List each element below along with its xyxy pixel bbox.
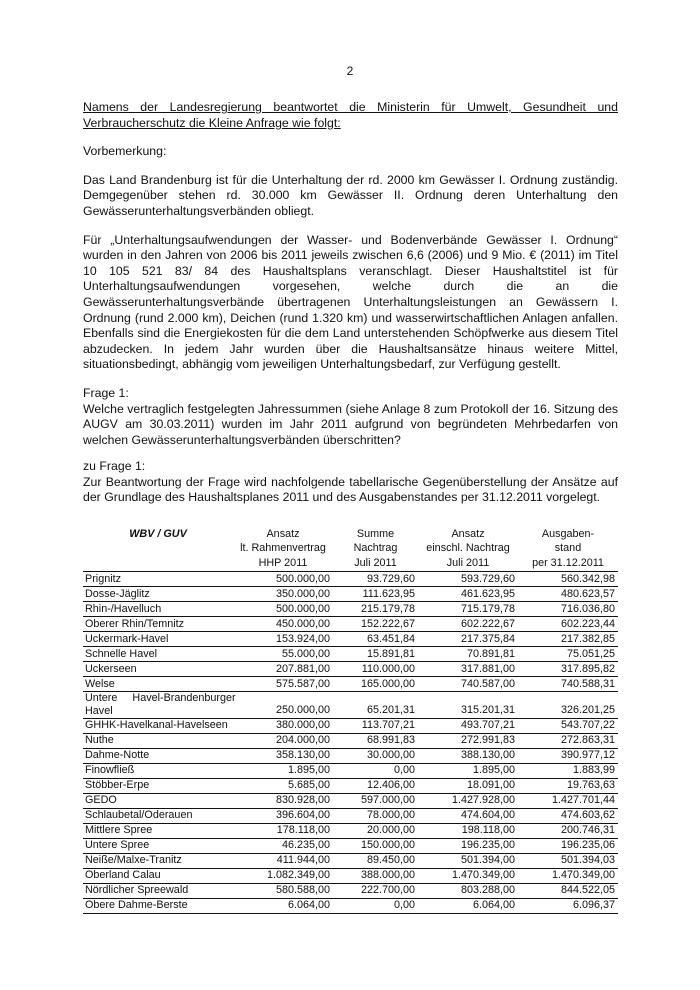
cell-ausgabenstand: 75.051,25 (518, 646, 618, 661)
cell-ansatz-nachtrag: 740.587,00 (418, 676, 518, 691)
cell-ausgabenstand: 1.883,99 (518, 763, 618, 778)
table-row (83, 571, 618, 586)
cell-wbv-name: Schnelle Havel (83, 646, 233, 661)
table-row (83, 778, 618, 793)
cell-wbv-name: Nuthe (83, 733, 233, 748)
cell-ansatz: 1.895,00 (233, 763, 333, 778)
cell-ansatz-nachtrag: 474.604,00 (418, 808, 518, 823)
cell-ausgabenstand: 272.863,31 (518, 733, 618, 748)
cell-wbv-name: Dosse-Jäglitz (83, 586, 233, 601)
header-summe-nachtrag: Summe Nachtrag Juli 2011 (353, 528, 398, 569)
cell-wbv-name: Untere Havel-Brandenburger Havel (85, 691, 236, 717)
cell-nachtrag: 30.000,00 (333, 748, 418, 763)
cell-ausgabenstand: 217.382,85 (518, 631, 618, 646)
header-ansatz: Ansatz lt. Rahmenvertrag HHP 2011 (240, 528, 326, 569)
budget-table (83, 527, 618, 913)
cell-wbv-name: Obere Dahme-Berste (83, 898, 233, 913)
cell-ansatz: 55.000,00 (233, 646, 333, 661)
cell-ansatz: 830.928,00 (233, 793, 333, 808)
cell-ansatz-nachtrag: 196.235,00 (418, 838, 518, 853)
paragraph-1: Das Land Brandenburg ist für die Unterhaltung der rd. 2000 km Gewässer I. Ordnung zuständig. Demgegenüber stehen rd. 30.000 km Gewässer II. Ordnung deren Unterhaltung den Gewässerunterhaltungsverbänden obliegt. (83, 172, 618, 218)
table-row (83, 793, 618, 808)
cell-ansatz-nachtrag: 501.394,00 (418, 853, 518, 868)
cell-nachtrag: 12.406,00 (333, 778, 418, 793)
table-row (83, 808, 618, 823)
cell-nachtrag: 0,00 (333, 898, 418, 913)
cell-ansatz-nachtrag: 217.375,84 (418, 631, 518, 646)
cell-wbv-name: Schlaubetal/Oderauen (83, 808, 233, 823)
cell-wbv-name: Dahme-Notte (83, 748, 233, 763)
cell-nachtrag: 597.000,00 (333, 793, 418, 808)
cell-wbv-name: Nördlicher Spreewald (83, 883, 233, 898)
cell-ausgabenstand: 543.707,22 (518, 718, 618, 733)
cell-wbv-name: Oberer Rhin/Temnitz (83, 616, 233, 631)
cell-ausgabenstand: 1.427.701,44 (518, 793, 618, 808)
cell-ausgabenstand: 390.977,12 (518, 748, 618, 763)
header-ansatz-einschl-nachtrag: Ansatz einschl. Nachtrag Juli 2011 (426, 528, 510, 569)
cell-nachtrag: 65.201,31 (333, 691, 418, 718)
table-row (83, 898, 618, 913)
cell-wbv-name: Prignitz (83, 571, 233, 586)
cell-ansatz: 153.924,00 (233, 631, 333, 646)
table-row (83, 733, 618, 748)
cell-ansatz-nachtrag: 715.179,78 (418, 601, 518, 616)
table-row (83, 586, 618, 601)
cell-nachtrag: 78.000,00 (333, 808, 418, 823)
cell-ansatz-nachtrag: 317.881,00 (418, 661, 518, 676)
cell-ausgabenstand: 317.895,82 (518, 661, 618, 676)
header-ausgabenstand: Ausgaben- stand per 31.12.2011 (532, 528, 604, 569)
cell-wbv-name: Untere Spree (83, 838, 233, 853)
cell-nachtrag: 15.891,81 (333, 646, 418, 661)
cell-ansatz: 207.881,00 (233, 661, 333, 676)
cell-nachtrag: 111.623,95 (333, 586, 418, 601)
cell-ansatz-nachtrag: 6.064,00 (418, 898, 518, 913)
cell-ausgabenstand: 740.588,31 (518, 676, 618, 691)
cell-ansatz: 46.235,00 (233, 838, 333, 853)
cell-ansatz-nachtrag: 803.288,00 (418, 883, 518, 898)
cell-nachtrag: 68.991,83 (333, 733, 418, 748)
cell-ansatz: 358.130,00 (233, 748, 333, 763)
zu-frage1-text: Zur Beantwortung der Frage wird nachfolgende tabellarische Gegenüberstellung der Ansätze auf der Grundlage des Haushaltsplanes 2011 und des Ausgabenstandes per 31.12.2011 vorgelegt. (83, 474, 618, 505)
cell-ausgabenstand: 196.235,06 (518, 838, 618, 853)
cell-wbv-name: GHHK-Havelkanal-Havelseen (83, 718, 233, 733)
cell-ausgabenstand: 844.522,05 (518, 883, 618, 898)
cell-wbv-name: Uckerseen (83, 661, 233, 676)
cell-nachtrag: 222.700,00 (333, 883, 418, 898)
cell-wbv-name: Neiße/Malxe-Tranitz (83, 853, 233, 868)
cell-nachtrag: 113.707,21 (333, 718, 418, 733)
table-row (83, 883, 618, 898)
page-number: 2 (346, 64, 354, 78)
cell-ansatz-nachtrag: 1.470.349,00 (418, 868, 518, 883)
cell-ansatz: 250.000,00 (233, 691, 333, 718)
cell-wbv-name: Finowfließ (83, 763, 233, 778)
table-row (83, 838, 618, 853)
cell-ausgabenstand: 1.470.349,00 (518, 868, 618, 883)
table-row (83, 853, 618, 868)
cell-ausgabenstand: 326.201,25 (518, 691, 618, 718)
cell-ausgabenstand: 474.603,62 (518, 808, 618, 823)
table-row (83, 661, 618, 676)
cell-ansatz-nachtrag: 1.427.928,00 (418, 793, 518, 808)
cell-ansatz-nachtrag: 593.729,60 (418, 571, 518, 586)
frage1-text: Welche vertraglich festgelegten Jahressummen (siehe Anlage 8 zum Protokoll der 16. Sitzung des AUGV am 30.03.2011) wurden im Jahr 2011 aufgrund von begründeten Mehrbedarfen von welchen Gewässerunterhaltungsverbänden überschritten? (83, 401, 618, 447)
table-row (83, 676, 618, 691)
cell-ausgabenstand: 6.096,37 (518, 898, 618, 913)
frage1-heading: Frage 1: (83, 385, 129, 400)
paragraph-2: Für „Unterhaltungsaufwendungen der Wasser- und Bodenverbände Gewässer I. Ordnung“ wurden in den Jahren von 2006 bis 2011 jeweils zwischen 6,6 (2006) und 9 Mio. € (2011) im Titel 10 105 521 83/ 84 des Haushaltsplans veranschlagt. Dieser Haushaltstitel ist für Unterhaltungsaufwendungen vorgesehen, welche durch die an die Gewässerunterhaltungsverbände übertragenen Unterhaltungsleistungen an Gewässern I. Ordnung (rund 2.000 km), Deichen (rund 1.320 km) und wasserwirtschaftlichen Anlagen anfallen. Ebenfalls sind die Energiekosten für die dem Land unterstehenden Schöpfwerke aus diesem Titel abzudecken. In jedem Jahr wurden über die Haushaltsansätze hinaus weitere Mittel, situationsbedingt, abhängig vom jeweiligen Unterhaltungsbedarf, zur Verfügung gestellt. (83, 232, 618, 372)
table-row (83, 763, 618, 778)
cell-ansatz: 380.000,00 (233, 718, 333, 733)
table-row (83, 691, 618, 718)
cell-nachtrag: 388.000,00 (333, 868, 418, 883)
cell-ausgabenstand: 716.036,80 (518, 601, 618, 616)
cell-nachtrag: 150.000,00 (333, 838, 418, 853)
cell-ansatz-nachtrag: 461.623,95 (418, 586, 518, 601)
cell-ansatz: 5.685,00 (233, 778, 333, 793)
cell-nachtrag: 110.000,00 (333, 661, 418, 676)
cell-nachtrag: 63.451,84 (333, 631, 418, 646)
table-row (83, 646, 618, 661)
cell-ansatz: 1.082.349,00 (233, 868, 333, 883)
intro-statement: Namens der Landesregierung beantwortet die Ministerin für Umwelt, Gesundheit und Verbraucherschutz die Kleine Anfrage wie folgt: (83, 100, 618, 130)
cell-nachtrag: 20.000,00 (333, 823, 418, 838)
zu-frage1-heading: zu Frage 1: (83, 459, 146, 474)
vorbemerkung-heading: Vorbemerkung: (83, 144, 167, 159)
cell-wbv-name: Stöbber-Erpe (83, 778, 233, 793)
cell-ansatz: 411.944,00 (233, 853, 333, 868)
cell-ausgabenstand: 602.223,44 (518, 616, 618, 631)
cell-ausgabenstand: 501.394,03 (518, 853, 618, 868)
table-row (83, 601, 618, 616)
document-body (83, 100, 618, 914)
cell-ansatz-nachtrag: 602.222,67 (418, 616, 518, 631)
cell-ausgabenstand: 480.623,57 (518, 586, 618, 601)
cell-ansatz: 575.587,00 (233, 676, 333, 691)
cell-wbv-name: Oberland Calau (83, 868, 233, 883)
table-row (83, 631, 618, 646)
cell-wbv-name: Rhin-/Havelluch (83, 601, 233, 616)
table-header-row (83, 527, 618, 571)
cell-ansatz-nachtrag: 388.130,00 (418, 748, 518, 763)
cell-ansatz: 204.000,00 (233, 733, 333, 748)
cell-wbv-name: Uckermark-Havel (83, 631, 233, 646)
cell-ansatz-nachtrag: 18.091,00 (418, 778, 518, 793)
cell-ansatz: 500.000,00 (233, 601, 333, 616)
cell-ansatz: 580.588,00 (233, 883, 333, 898)
cell-ansatz: 6.064,00 (233, 898, 333, 913)
table-row (83, 868, 618, 883)
cell-nachtrag: 0,00 (333, 763, 418, 778)
cell-ansatz: 450.000,00 (233, 616, 333, 631)
cell-ausgabenstand: 19.763,63 (518, 778, 618, 793)
cell-ansatz-nachtrag: 493.707,21 (418, 718, 518, 733)
cell-ansatz-nachtrag: 315.201,31 (418, 691, 518, 718)
table-row (83, 823, 618, 838)
table-row (83, 718, 618, 733)
header-wbv-guv: WBV / GUV (129, 528, 187, 541)
cell-ansatz-nachtrag: 198.118,00 (418, 823, 518, 838)
cell-ausgabenstand: 200.746,31 (518, 823, 618, 838)
cell-nachtrag: 165.000,00 (333, 676, 418, 691)
cell-ansatz: 396.604,00 (233, 808, 333, 823)
cell-wbv-name: Mittlere Spree (83, 823, 233, 838)
cell-wbv-name: Welse (83, 676, 233, 691)
table-row (83, 748, 618, 763)
cell-nachtrag: 215.179,78 (333, 601, 418, 616)
table-row (83, 616, 618, 631)
cell-ausgabenstand: 560.342,98 (518, 571, 618, 586)
cell-ansatz: 500.000,00 (233, 571, 333, 586)
cell-nachtrag: 89.450,00 (333, 853, 418, 868)
cell-ansatz-nachtrag: 70.891,81 (418, 646, 518, 661)
cell-ansatz: 178.118,00 (233, 823, 333, 838)
cell-ansatz: 350.000,00 (233, 586, 333, 601)
cell-wbv-name: GEDO (83, 793, 233, 808)
cell-nachtrag: 93.729,60 (333, 571, 418, 586)
table-body (83, 571, 618, 913)
cell-ansatz-nachtrag: 272.991,83 (418, 733, 518, 748)
cell-nachtrag: 152.222,67 (333, 616, 418, 631)
cell-ansatz-nachtrag: 1.895,00 (418, 763, 518, 778)
